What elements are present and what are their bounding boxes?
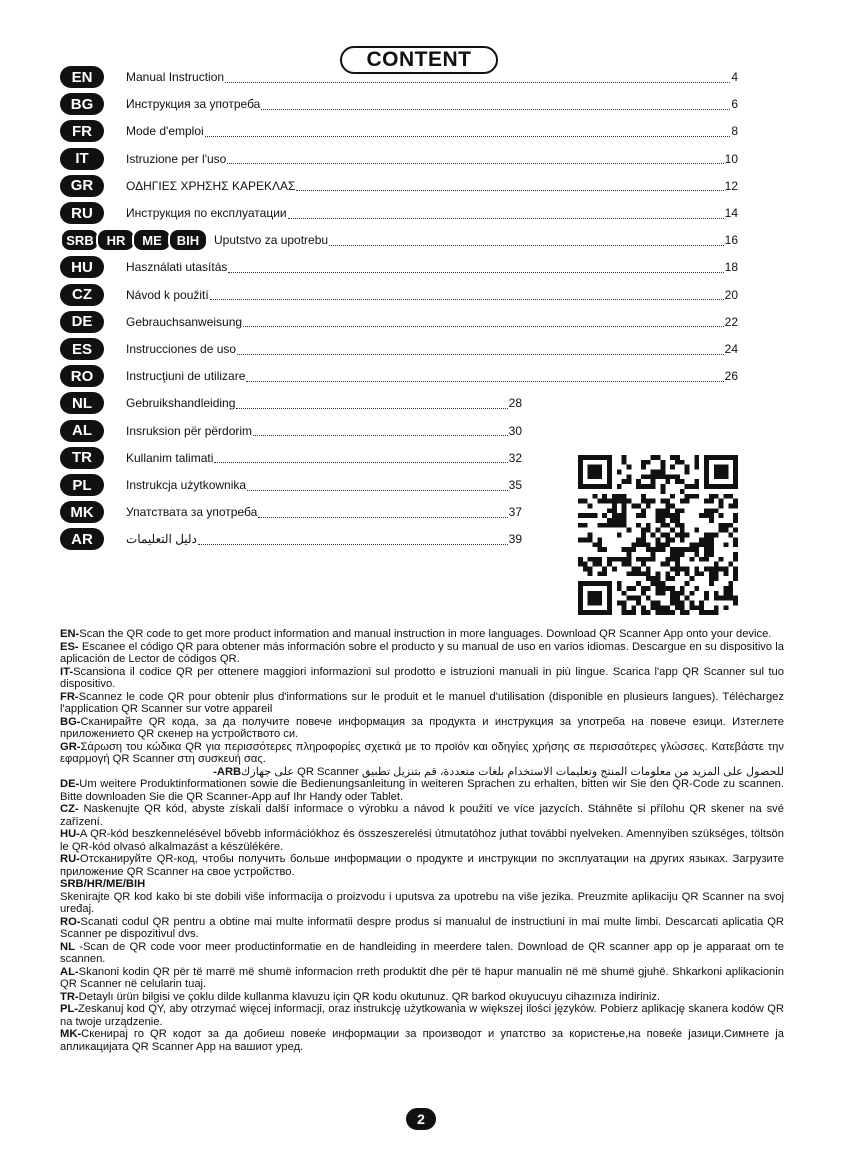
toc-page-number: 24 (724, 342, 738, 356)
language-code: ES- (60, 640, 79, 653)
toc-row (60, 309, 738, 335)
toc-label: Instrucciones de uso (126, 342, 237, 356)
paragraph-text: Naskenujte QR kód, abyste získali další informace o výrobku a návod k použití ve více jazycích. Stáhněte si přílohu QR skener na své zařízení. (60, 803, 784, 828)
toc-page-number: 22 (724, 314, 738, 329)
paragraph-text: Skanoni kodin QR për të marrë më shumë informacion rreth produktit dhe për të hapur manualin në më shumë gjuhë. Shkarkoni aplikacionin QR Scanner në celularin tuaj. (60, 965, 784, 990)
language-badge: EN (60, 66, 104, 88)
toc-page-number: 10 (724, 151, 738, 166)
toc-page-number: 37 (508, 505, 522, 520)
toc-leader-dots (237, 344, 724, 355)
language-badge: MK (60, 501, 104, 523)
toc-page-number: 20 (724, 287, 738, 302)
toc-leader-dots (246, 371, 723, 382)
language-code: AL- (60, 965, 79, 978)
paragraph-text: Skenirajte QR kod kako bi ste dobili više informacija o proizvodu i uputsva za upotrebu na više jezika. Preuzmite aplikaciju QR Scanner na svoj uređaj. (60, 890, 784, 915)
toc-page-number: 6 (731, 97, 738, 112)
language-badge: RO (60, 365, 104, 387)
toc-page-number: 35 (508, 478, 522, 492)
language-badge: CZ (60, 284, 104, 306)
language-code: MK- (60, 1028, 82, 1040)
toc-label: Упатствата за употреба (126, 505, 258, 520)
paragraph-text: Scan the QR code to get more product information and manual instruction in more languages. Download QR Scanner App onto your device. (79, 628, 772, 640)
page-number: 2 (406, 1108, 436, 1130)
language-badges (60, 202, 126, 224)
toc-row (60, 445, 522, 471)
toc-row (60, 526, 522, 552)
language-code: EN- (60, 628, 80, 640)
instruction-paragraph (60, 916, 784, 941)
toc-leader-dots (225, 72, 730, 83)
language-badges (60, 66, 126, 88)
toc-row (60, 227, 738, 253)
toc-page-number: 28 (508, 396, 522, 411)
language-badges (60, 501, 126, 523)
toc-row (60, 363, 738, 389)
toc-label: Manual Instruction (126, 70, 225, 84)
instruction-paragraph (60, 853, 784, 878)
language-badge: PL (60, 474, 104, 496)
language-code: ARB- (213, 765, 242, 778)
language-badge: FR (60, 120, 104, 142)
language-badge: HR (96, 228, 136, 252)
language-badges (60, 474, 126, 496)
instruction-paragraph (60, 1003, 784, 1028)
language-code: PL- (60, 1003, 79, 1015)
language-badge: GR (60, 175, 104, 197)
paragraph-text: Скенирај го QR кодот за да добиеш повеќе информации за производот и упатство за користење,на повеќе јазици.Симнете ја апликацијата QR Scanner App на вашиот уред. (60, 1028, 784, 1053)
language-badge: TR (60, 447, 104, 469)
paragraph-text: Scannez le code QR pour obtenir plus d'informations sur le produit et le manuel d'utilisation (disponible en plusieurs langues). Téléchargez l'application QR Scanner sur votre appareil (60, 690, 784, 715)
language-code: RU- (60, 853, 80, 865)
toc-page-number: 39 (508, 532, 522, 547)
paragraph-text: Отсканируйте QR-код, чтобы получить больше информации о продукте и инструкции по эксплуатации на других языках. Загрузите приложение QR Scanner на свое устройство. (60, 853, 784, 878)
language-badge: BIH (168, 228, 208, 252)
language-badge: ME (132, 228, 172, 252)
toc-page-number: 16 (724, 233, 738, 248)
instruction-paragraph (60, 828, 784, 853)
toc-leader-dots (253, 425, 508, 436)
toc-row (60, 390, 522, 416)
toc-row (60, 64, 738, 90)
language-badge: RU (60, 202, 104, 224)
qr-instructions (60, 628, 784, 1053)
language-badges (60, 365, 126, 387)
toc-label: Инструкция за употреба (126, 97, 261, 112)
language-code: DE- (60, 778, 80, 790)
toc-page-number: 32 (508, 450, 522, 465)
toc-leader-dots (214, 452, 507, 463)
instruction-paragraph (60, 641, 784, 666)
toc-leader-dots (243, 316, 724, 327)
toc-label: Insruksion për përdorim (126, 423, 253, 438)
language-badges (60, 392, 126, 414)
language-code: HU- (60, 828, 80, 840)
toc-page-number: 12 (724, 178, 738, 193)
paragraph-text: Um weitere Produktinformationen sowie die Bedienungsanleitung in weiteren Sprachen zu erhalten, bitten wir Sie den QR-Code zu scannen. Bitte downloaden Sie die QR Scanner-App auf Ihr Handy oder Tablet. (60, 778, 784, 803)
paragraph-text: Σάρωση του κώδικα QR για περισσότερες πληροφορίες σχετικά με το προϊόν και οδηγίες χρήσης σε περισσότερες γλώσσες. Κατεβάστε την εφαρμογή QR Scanner στη συσκευή σας. (60, 740, 784, 765)
instruction-paragraph (60, 628, 784, 641)
language-code: IT- (60, 665, 74, 678)
instruction-paragraph (60, 966, 784, 991)
toc-page-number: 26 (724, 369, 738, 384)
instruction-paragraph (60, 1028, 784, 1053)
language-code: TR- (60, 990, 79, 1003)
paragraph-text: Scansiona il codice QR per ottenere maggiori informazioni sul prodotto e istruzioni manuali in più lingue. Scarica l'app QR Scanner sul tuo dispositivo. (60, 665, 784, 690)
toc-leader-dots (205, 126, 731, 137)
language-badges (60, 311, 126, 333)
toc-label: Gebruikshandleiding (126, 396, 236, 411)
language-code: SRB/HR/ME/BIH (60, 878, 146, 890)
toc-leader-dots (261, 99, 730, 110)
toc-leader-dots (296, 180, 723, 191)
instruction-paragraph (60, 766, 784, 779)
language-badges (60, 528, 126, 550)
paragraph-text: Zeskanuj kod QY, aby otrzymać więcej informacji, oraz instrukcję użytkowania w większej ilości języków. Pobierz aplikację skanera kodów QR na twoje urządzenie. (60, 1003, 784, 1028)
toc-row (60, 200, 738, 226)
instruction-paragraph (60, 666, 784, 691)
toc-row (60, 282, 738, 308)
language-badges (60, 284, 126, 306)
instruction-paragraph (60, 716, 784, 741)
language-badges (60, 148, 126, 170)
toc-label: Instrukcja użytkownika (126, 478, 247, 492)
language-badges (60, 447, 126, 469)
paragraph-text: Escanee el código QR para obtener más información sobre el producto y su manual de uso en varios idiomas. Descargue en su dispositivo la aplicación de Lector de códigos QR. (60, 640, 784, 665)
toc-label: دليل التعليمات (126, 532, 197, 547)
toc-leader-dots (247, 480, 508, 491)
toc-row (60, 254, 738, 280)
paragraph-text: -Scan de QR code voor meer productinformatie en de handleiding in meerdere talen. Download de QR scanner app op je apparaat om te scannen. (60, 940, 784, 965)
qr-code (578, 455, 738, 615)
toc-label: Kullanim talimati (126, 450, 214, 465)
language-badges (60, 420, 126, 442)
toc-page-number: 14 (724, 206, 738, 220)
toc-row (60, 336, 738, 362)
language-badges (60, 175, 126, 197)
language-badge: HU (60, 256, 104, 278)
toc-label: Használati utasítás (126, 260, 228, 275)
language-badge: SRB (60, 228, 100, 252)
toc-page-number: 8 (731, 124, 738, 139)
content-title: CONTENT (340, 46, 498, 74)
instruction-paragraph (60, 878, 784, 891)
toc-row (60, 146, 738, 172)
toc-leader-dots (227, 153, 723, 164)
toc-label: Istruzione per l'uso (126, 151, 227, 166)
toc-label: Návod k použití (126, 287, 209, 302)
toc-leader-dots (258, 507, 507, 518)
toc-leader-dots (210, 289, 724, 300)
language-badge: BG (60, 93, 104, 115)
language-badges (60, 228, 214, 252)
toc-row (60, 91, 738, 117)
toc-leader-dots (288, 208, 724, 219)
language-badge: IT (60, 148, 104, 170)
language-badges (60, 93, 126, 115)
language-badges (60, 338, 126, 360)
instruction-paragraph (60, 803, 784, 828)
language-code: RO- (60, 915, 81, 928)
language-badges (60, 120, 126, 142)
instruction-paragraph (60, 741, 784, 766)
toc-label: Gebrauchsanweisung (126, 314, 243, 329)
toc-row (60, 472, 522, 498)
paragraph-text: A QR-kód beszkennelésével bővebb információkhoz és összeszerelési útmutatóhoz juthat további nyelveken. Amennyiben szükséges, töltsön le QR-kód olvasó alkalmazást a készülékére. (60, 828, 784, 853)
instruction-paragraph (60, 691, 784, 716)
toc-label: Uputstvo za upotrebu (214, 233, 329, 248)
language-code: FR- (60, 690, 79, 703)
instruction-paragraph (60, 891, 784, 916)
toc-label: Mode d'emploi (126, 124, 204, 139)
instruction-paragraph (60, 941, 784, 966)
toc-leader-dots (329, 235, 724, 246)
instruction-paragraph (60, 778, 784, 803)
instruction-paragraph (60, 991, 784, 1004)
paragraph-text: للحصول على المزيد من معلومات المنتج وتعليمات الاستخدام بلغات متعددة، قم بتنزيل تطبيق QR Scanner على جهازك (241, 765, 784, 778)
toc-row (60, 173, 738, 199)
toc-leader-dots (198, 534, 508, 545)
language-badge: AR (60, 528, 104, 550)
language-badges (60, 256, 126, 278)
toc-row (60, 418, 522, 444)
toc-page-number: 4 (731, 70, 738, 84)
toc-page-number: 30 (508, 423, 522, 438)
language-code: NL (60, 940, 75, 953)
paragraph-text: Сканирайте QR кода, за да получите повече информация за продукта и инструкция за употреба на повече езици. Изтеглете приложението QR скенер на устройството си. (60, 715, 784, 740)
toc-label: Instrucţiuni de utilizare (126, 369, 246, 384)
toc-row (60, 499, 522, 525)
toc-label: Инструкция по експлуатации (126, 206, 287, 220)
toc-label: ΟΔΗΓΙΕΣ ΧΡΗΣΗΣ ΚΑΡΕΚΛΑΣ (126, 178, 296, 193)
language-code: CZ- (60, 803, 79, 815)
toc-page-number: 18 (724, 260, 738, 275)
toc-leader-dots (228, 262, 723, 273)
language-badge: DE (60, 311, 104, 333)
paragraph-text: Detaylı ürün bilgisi ve çoklu dilde kullanma klavuzu için QR kodu okutunuz. QR barkod okuyucuyu cihazınıza indiriniz. (78, 990, 661, 1003)
language-badge: AL (60, 420, 104, 442)
language-badge: NL (60, 392, 104, 414)
language-code: BG- (60, 715, 81, 728)
language-code: GR- (60, 740, 81, 753)
toc-leader-dots (236, 398, 507, 409)
toc-row (60, 118, 738, 144)
language-badge: ES (60, 338, 104, 360)
paragraph-text: Scanati codul QR pentru a obtine mai multe informatii despre produs si manualul de instructiuni in mai multe limbi. Descarcati aplicatia QR Scanner pe dispozitivul dvs. (60, 915, 784, 940)
